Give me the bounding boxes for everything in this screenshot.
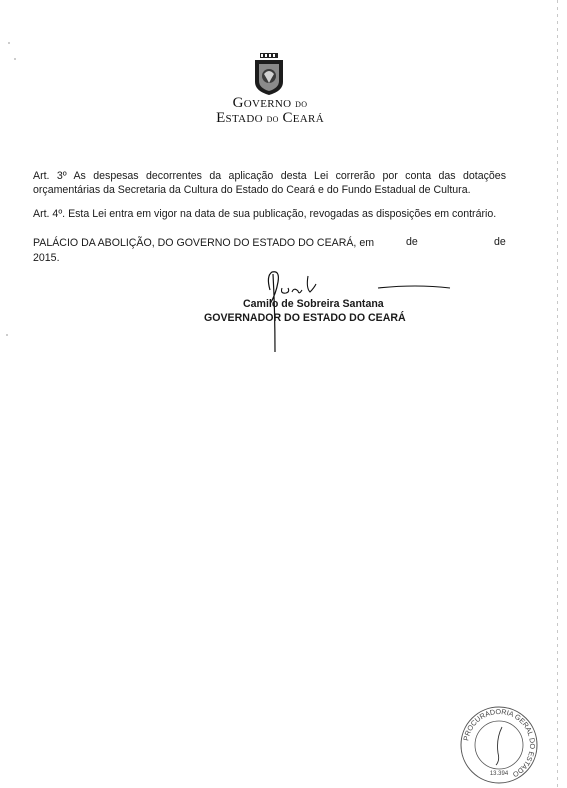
scan-speck — [6, 334, 8, 336]
stamp-number: 13.394 — [489, 771, 509, 777]
article-4-text: Art. 4º. Esta Lei entra em vigor na data de sua publicação, revogadas as disposições em contrário. — [33, 208, 497, 220]
article-3-text: Art. 3º As despesas decorrentes da aplicação desta Lei correrão por conta das dotações orçamentárias da Secretaria da Cultura do Estado do Ceará e do Fundo Estadual de Cultura. — [33, 170, 506, 196]
header-do: do — [295, 98, 308, 110]
governor-name: Camilo de Sobreira Santana — [243, 298, 384, 310]
header-governo: Governo — [232, 95, 292, 111]
scan-speck — [14, 58, 16, 60]
palace-date-line: PALÁCIO DA ABOLIÇÃO, DO GOVERNO DO ESTADO DO CEARÁ, em — [33, 237, 375, 249]
header-ceara: Ceará — [282, 110, 324, 126]
header-estado: Estado — [216, 110, 263, 126]
government-header-line2 — [170, 110, 370, 127]
state-coat-of-arms-icon — [251, 52, 287, 96]
stamp-text: PROCURADORIA GERAL DO ESTADO — [461, 706, 538, 780]
governor-title: GOVERNADOR DO ESTADO DO CEARÁ — [204, 312, 406, 324]
date-de-1: de — [406, 236, 418, 248]
scan-speck — [8, 42, 10, 44]
scan-edge-line — [557, 0, 558, 788]
header-do-2: do — [266, 113, 279, 125]
procuradoria-stamp — [458, 705, 540, 785]
date-de-2: de — [494, 236, 506, 248]
date-year: 2015. — [33, 252, 60, 264]
